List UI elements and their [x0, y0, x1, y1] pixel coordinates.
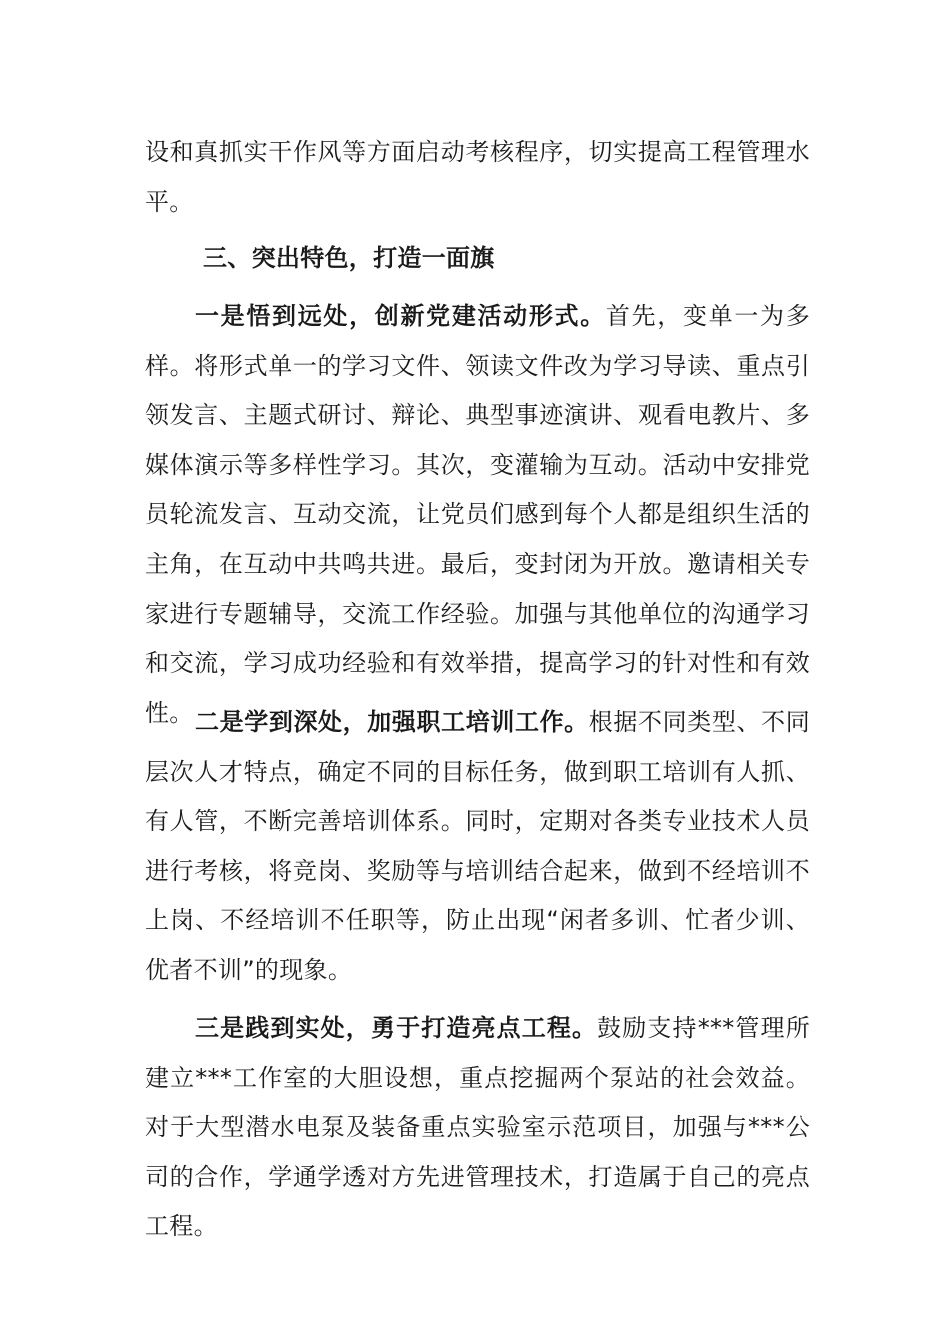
- paragraph-1: [145, 292, 810, 738]
- paragraph-1-text: 首先，变单一为多样。将形式单一的学习文件、领读文件改为学习导读、重点引领发言、主题式研讨、辩论、典型事迹演讲、观看电教片、多媒体演示等多样性学习。其次，变灌输为互动。活动中安排党员轮流发言、互动交流，让党员们感到每个人都是组织生活的主角，在互动中共鸣共进。最后，变封闭为开放。邀请相关专家进行专题辅导，交流工作经验。加强与其他单位的沟通学习和交流，学习成功经验和有效举措，提高学习的针对性和有效性。: [145, 302, 810, 727]
- section-heading: 三、突出特色，打造一面旗: [203, 244, 495, 272]
- paragraph-3-text: 鼓励支持***管理所建立***工作室的大胆设想，重点挖掘两个泵站的社会效益。对于大型潜水电泵及装备重点实验室示范项目，加强与***公司的合作，学通学透对方先进管理技术，打造属于自己的亮点工程。: [145, 1014, 810, 1241]
- paragraph-1-lead: 一是悟到远处，创新党建活动形式。: [195, 302, 606, 330]
- paragraph-3-lead: 三是践到实处，勇于打造亮点工程。: [195, 1014, 598, 1042]
- paragraph-2-lead: 二是学到深处，加强职工培训工作。: [195, 708, 589, 736]
- paragraph-2-text: 根据不同类型、不同层次人才特点，确定不同的目标任务，做到职工培训有人抓、有人管，不断完善培训体系。同时，定期对各类专业技术人员进行考核，将竞岗、奖励等与培训结合起来，做到不经培训不上岗、不经培训不任职等，防止出现“闲者多训、忙者少训、优者不训”的现象。: [145, 708, 810, 984]
- continuation-paragraph: 设和真抓实干作风等方面启动考核程序，切实提高工程管理水平。: [145, 138, 810, 216]
- paragraph-3: [145, 1004, 810, 1252]
- paragraph-2: [145, 698, 810, 996]
